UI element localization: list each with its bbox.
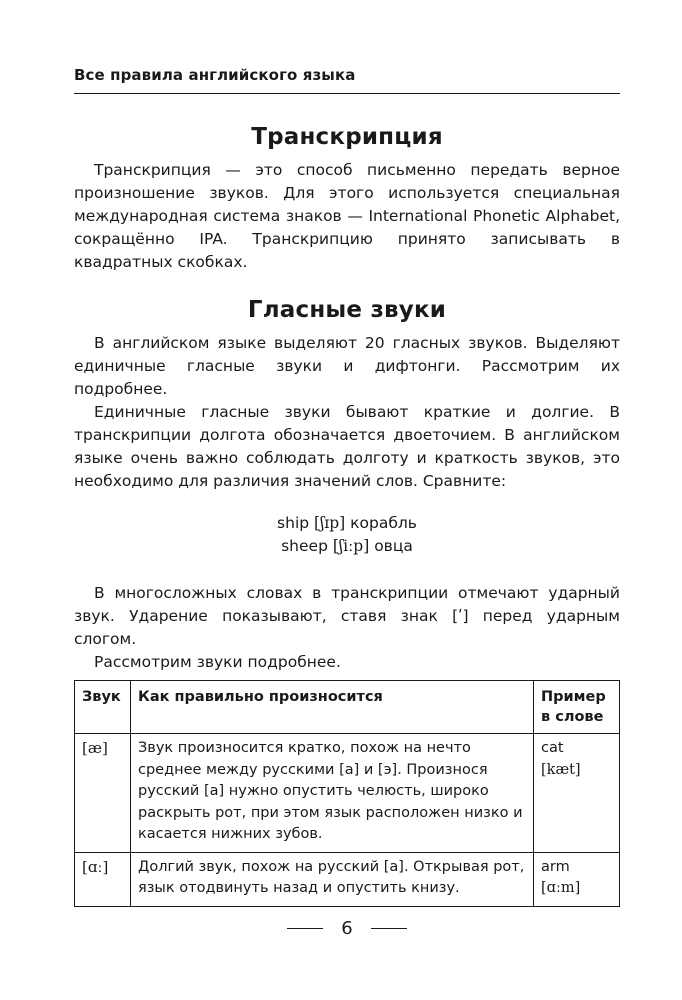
footer-dash-right [371, 928, 407, 929]
running-header: Все правила английского языка [74, 66, 356, 84]
example-word: ship [277, 514, 310, 532]
table-header-sound: Звук [75, 681, 131, 734]
footer-dash-left [287, 928, 323, 929]
example-ipa: [ʃiːp] [332, 537, 370, 555]
paragraph-stress: В многосложных словах в транскрипции отмечают ударный звук. Ударение показывают, ставя знак [ʹ] перед ударным слогом. [74, 584, 620, 648]
table-row [75, 734, 620, 853]
example-word: arm [541, 858, 570, 875]
example-translation: корабль [350, 514, 417, 532]
example-word: sheep [281, 537, 328, 555]
header-rule [74, 93, 620, 94]
table-header-row [75, 681, 620, 734]
paragraph-vowels-intro: В английском языке выделяют 20 гласных звуков. Выделяют единичные гласные звуки и дифтонги. Рассмотрим их подробнее. [74, 334, 620, 398]
example-word: cat [541, 740, 564, 756]
example-sheep [74, 535, 620, 558]
section-title-vowels: Гласные звуки [247, 297, 447, 323]
example-cell [534, 852, 620, 906]
vowel-sounds-table [74, 680, 620, 907]
example-ship [74, 512, 620, 535]
description-cell: Звук произносится кратко, похож на нечто среднее между русскими [а] и [э]. Произнося русский [а] нужно опустить челюсть, широко раскрыть рот, при этом язык расположен низко и касается нижних зубов. [131, 734, 534, 853]
page-footer [74, 918, 620, 939]
example-ipa: [ʃɪp] [314, 514, 346, 532]
example-cell [534, 734, 620, 853]
example-ipa: [kæt] [541, 761, 581, 778]
paragraph-details: Рассмотрим звуки подробнее. [94, 653, 341, 671]
sound-cell: [ɑː] [75, 852, 131, 906]
paragraph-transcription: Транскрипция — это способ письменно передать верное произношение звуков. Для этого используется специальная международная система знаков — International Phonetic Alphabet, сокращённо IPA. Транскрипцию принято записывать в квадратных скобках. [74, 161, 620, 271]
paragraph-vowels-length: Единичные гласные звуки бывают краткие и долгие. В транскрипции долгота обозначается двоеточием. В английском языке очень важно соблюдать долготу и краткость звуков, это необходимо для различия значений слов. Сравните: [74, 403, 620, 490]
section-title-transcription: Транскрипция [251, 124, 443, 150]
table-row [75, 852, 620, 906]
example-ipa: [ɑːm] [541, 880, 581, 896]
page-number: 6 [341, 918, 353, 939]
example-translation: овца [374, 537, 413, 555]
table-header-pronunciation: Как правильно произносится [131, 681, 534, 734]
description-cell: Долгий звук, похож на русский [а]. Открывая рот, язык отодвинуть назад и опустить книзу. [131, 852, 534, 906]
table-header-example: Пример в слове [534, 681, 620, 734]
sound-cell: [æ] [75, 734, 131, 853]
